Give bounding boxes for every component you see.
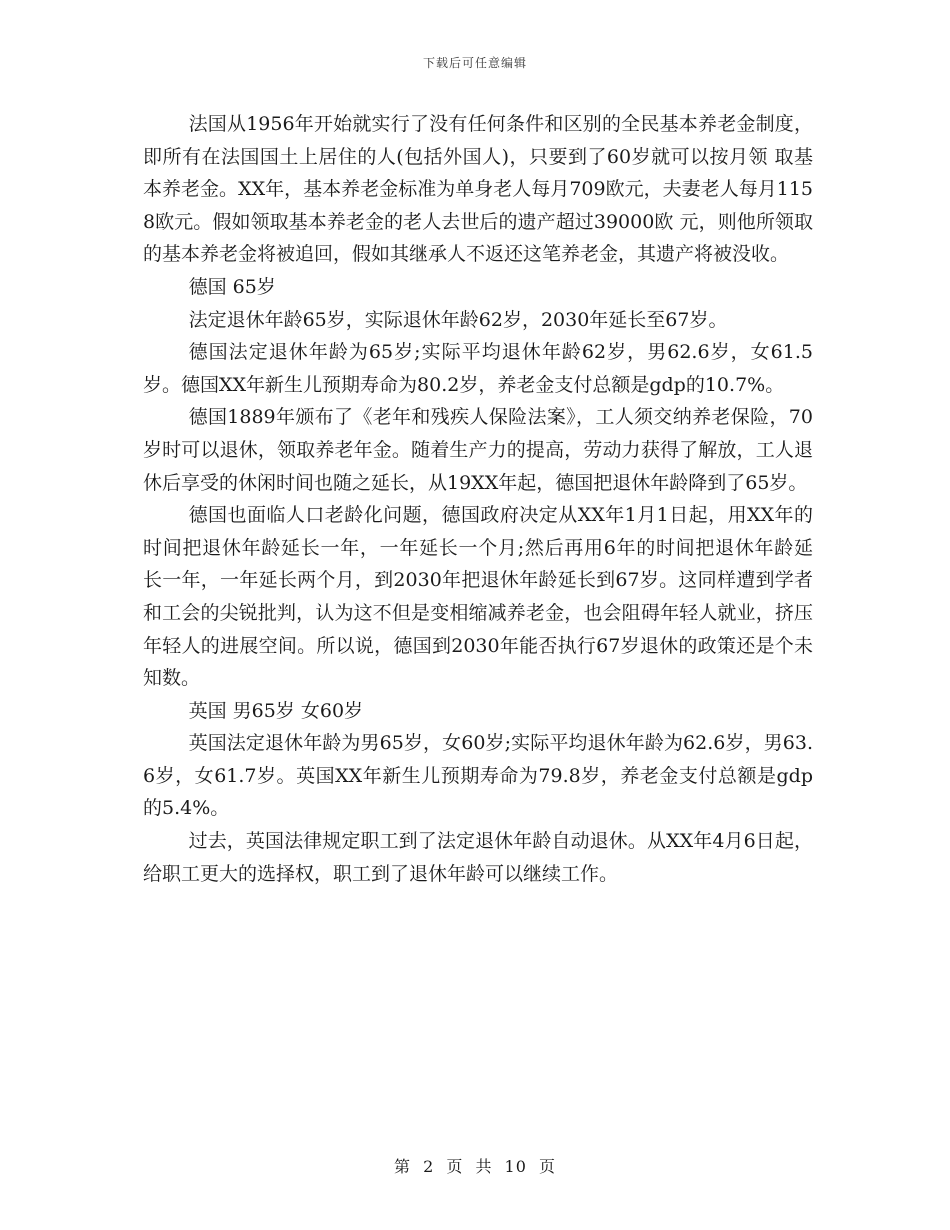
paragraph-germany-summary: 法定退休年龄65岁，实际退休年龄62岁，2030年延长至67岁。 xyxy=(188,308,728,331)
paragraph-uk-stats: 英国法定退休年龄为男65岁，女60岁;实际平均退休年龄为62.6岁，男63.6岁，女61.7岁。英国XX年新生儿预期寿命为79.8岁，养老金支付总额是gdp的5.4%。 xyxy=(143,732,813,820)
section-heading-germany: 德国 65岁 xyxy=(188,275,276,298)
paragraph-germany-stats: 德国法定退休年龄为65岁;实际平均退休年龄62岁，男62.6岁，女61.5岁。德国XX年新生儿预期寿命为80.2岁，养老金支付总额是gdp的10.7%。 xyxy=(143,341,813,396)
document-body xyxy=(143,108,813,890)
page-header: 下载后可任意编辑 xyxy=(422,56,527,70)
paragraph-germany-history: 德国1889年颁布了《老年和残疾人保险法案》，工人须交纳养老保险，70岁时可以退休，领取养老年金。随着生产力的提高，劳动力获得了解放，工人退休后享受的休闲时间也随之延长，从19XX年起，德国把退休年龄降到了65岁。 xyxy=(143,406,813,494)
paragraph-germany-aging: 德国也面临人口老龄化问题，德国政府决定从XX年1月1日起，用XX年的时间把退休年龄延长一年，一年延长一个月;然后再用6年的时间把退休年龄延 长一年，一年延长两个月，到2030年把退休年龄延长到67岁。这同样遭到学者和工会的尖锐批判，认为这不但是变相缩减养老金，也会阻碍年轻人就业，挤压 年轻人的进展空间。所以说，德国到2030年能否执行67岁退休的政策还是个未知数。 xyxy=(143,504,813,690)
paragraph-france-pension: 法国从1956年开始就实行了没有任何条件和区别的全民基本养老金制度，即所有在法国国土上居住的人(包括外国人)，只要到了60岁就可以按月领 取基本养老金。XX年，基本养老金标准为单身老人每月709欧元，夫妻老人每月1158欧元。假如领取基本养老金的老人去世后的遗产超过39000欧 元，则他所领取的基本养老金将被追回，假如其继承人不返还这笔养老金，其遗产将被没收。 xyxy=(143,113,813,266)
page-footer: 第 2 页 共 10 页 xyxy=(394,1157,556,1176)
section-heading-uk: 英国 男65岁 女60岁 xyxy=(188,699,364,722)
paragraph-uk-policy: 过去，英国法律规定职工到了法定退休年龄自动退休。从XX年4月6日起，给职工更大的选择权，职工到了退休年龄可以继续工作。 xyxy=(143,830,813,885)
